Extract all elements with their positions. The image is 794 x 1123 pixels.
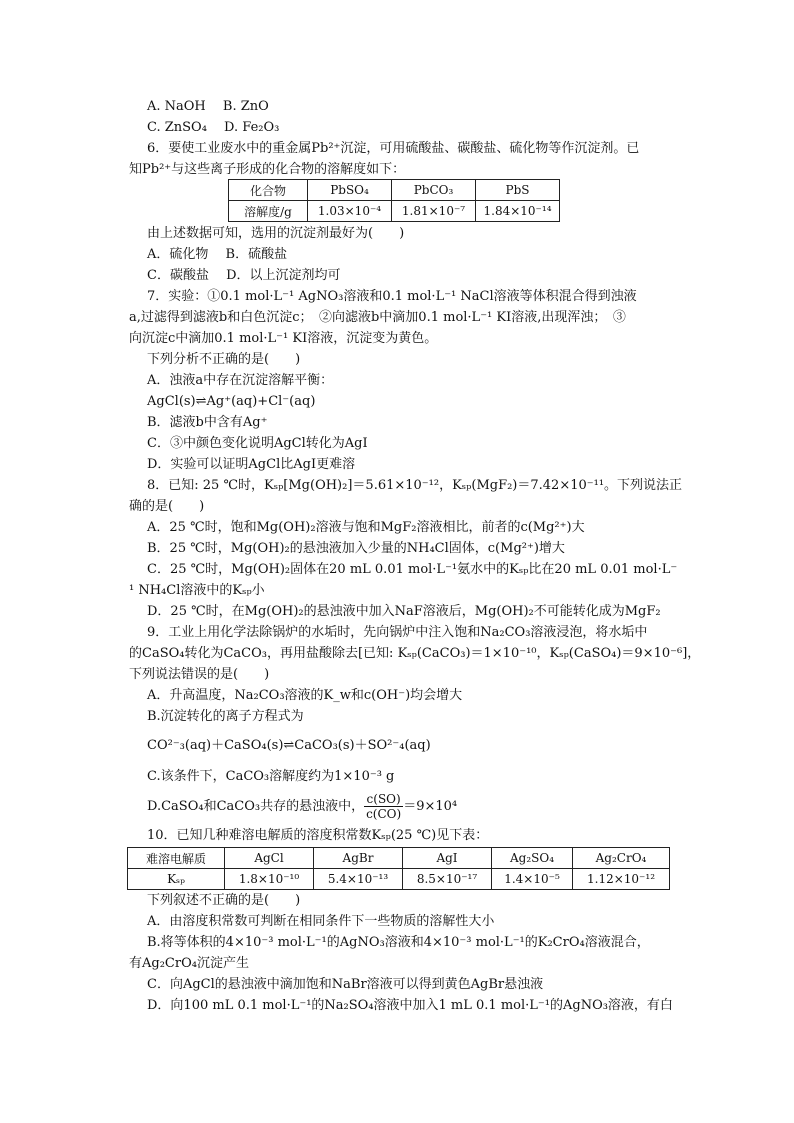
table-cell: 1.8×10⁻¹⁰ — [225, 869, 314, 890]
concentration-fraction — [364, 792, 403, 821]
q8-option-b: B．25 ℃时，Mg(OH)₂的悬浊液加入少量的NH₄Cl固体，c(Mg²⁺)增大 — [147, 541, 565, 556]
table-cell: 1.12×10⁻¹² — [573, 869, 670, 890]
q10-option-a: A．由溶度积常数可判断在相同条件下一些物质的溶解性大小 — [147, 914, 495, 929]
q7-option-a: A．浊液a中存在沉淀溶解平衡： — [147, 373, 334, 388]
q6-options-ab: A．硫化物 B．硫酸盐 — [147, 247, 288, 262]
q8-stem-line1: 8．已知: 25 ℃时，Kₛₚ[Mg(OH)₂]＝5.61×10⁻¹²，Kₛₚ(MgF₂)＝7.42×10⁻¹¹。下列说法正 — [147, 478, 683, 493]
q9-question: 下列说法错误的是( ) — [129, 667, 270, 682]
table-cell: 溶解度/g — [229, 201, 308, 222]
q7-option-c: C．③中颜色变化说明AgCl转化为AgI — [147, 436, 368, 451]
q7-question: 下列分析不正确的是( ) — [147, 352, 301, 367]
table-cell: 难溶电解质 — [128, 848, 225, 869]
q9-option-c: C.该条件下，CaCO₃溶解度约为1×10⁻³ g — [147, 769, 395, 784]
q8-stem-line2: 确的是( ) — [129, 499, 205, 514]
q9-option-d-text: D.CaSO₄和CaCO₃共存的悬浊液中， — [147, 799, 365, 814]
q8-option-d: D．25 ℃时，在Mg(OH)₂的悬浊液中加入NaF溶液后，Mg(OH)₂不可能转化成为MgF₂ — [147, 604, 661, 619]
q9-stem-line2: 的CaSO₄转化为CaCO₃，再用盐酸除去[已知: Kₛₚ(CaCO₃)＝1×10⁻¹⁰，Kₛₚ(CaSO₄)＝9×10⁻⁶]， — [129, 646, 701, 661]
table-cell: Ag₂SO₄ — [492, 848, 573, 869]
q5-options-cd: C. ZnSO₄ D. Fe₂O₃ — [147, 120, 280, 135]
q8-option-c-line1: C．25 ℃时，Mg(OH)₂固体在20 mL 0.01 mol·L⁻¹氨水中的Kₛₚ比在20 mL 0.01 mol·L⁻ — [147, 562, 678, 577]
q9-option-b-equation: CO²⁻₃(aq)＋CaSO₄(s)⇌CaCO₃(s)＋SO²⁻₄(aq) — [147, 738, 431, 753]
q8-option-c-line2: ¹ NH₄Cl溶液中的Kₛₚ小 — [129, 583, 265, 598]
table-row — [128, 869, 670, 890]
table-cell: 化合物 — [229, 180, 308, 201]
q9-option-b: B.沉淀转化的离子方程式为 — [147, 709, 304, 724]
fraction-denominator: c(CO) — [366, 807, 402, 821]
q9-option-a: A．升高温度，Na₂CO₃溶液的K_w和c(OH⁻)均会增大 — [147, 688, 463, 703]
table-cell: PbSO₄ — [308, 180, 392, 201]
q7-option-d: D．实验可以证明AgCl比AgI更难溶 — [147, 457, 356, 472]
q10-stem: 10．已知几种难溶电解质的溶度积常数Kₛₚ(25 ℃)见下表： — [147, 828, 489, 843]
table-cell: Kₛₚ — [128, 869, 225, 890]
q8-option-a: A．25 ℃时，饱和Mg(OH)₂溶液与饱和MgF₂溶液相比，前者的c(Mg²⁺)大 — [147, 520, 585, 535]
table-cell: 1.03×10⁻⁴ — [308, 201, 392, 222]
q7-stem-line1: 7．实验：①0.1 mol·L⁻¹ AgNO₃溶液和0.1 mol·L⁻¹ NaCl溶液等体积混合得到浊液 — [147, 289, 637, 304]
table-row — [229, 180, 560, 201]
q7-option-a-equation: AgCl(s)⇌Ag⁺(aq)+Cl⁻(aq) — [147, 394, 316, 409]
q9-option-d-result: ＝9×10⁴ — [403, 799, 458, 814]
table-cell: AgBr — [314, 848, 403, 869]
table-cell: AgCl — [225, 848, 314, 869]
table-cell: AgI — [403, 848, 492, 869]
q10-option-d: D．向100 mL 0.1 mol·L⁻¹的Na₂SO₄溶液中加入1 mL 0.1 mol·L⁻¹的AgNO₃溶液，有白 — [147, 998, 673, 1013]
q9-option-d — [147, 790, 457, 824]
table-row — [128, 848, 670, 869]
table-cell: 1.81×10⁻⁷ — [392, 201, 476, 222]
q10-option-b-line1: B.将等体积的4×10⁻³ mol·L⁻¹的AgNO₃溶液和4×10⁻³ mol·L⁻¹的K₂CrO₄溶液混合， — [147, 935, 650, 950]
q6-options-cd: C．碳酸盐 D．以上沉淀剂均可 — [147, 268, 341, 283]
table-cell: Ag₂CrO₄ — [573, 848, 670, 869]
ksp-table — [127, 847, 670, 890]
q9-stem-line1: 9．工业上用化学法除锅炉的水垢时，先向锅炉中注入饱和Na₂CO₃溶液浸泡，将水垢中 — [147, 625, 648, 640]
q7-stem-line3: 向沉淀c中滴加0.1 mol·L⁻¹ KI溶液，沉淀变为黄色。 — [129, 331, 438, 346]
table-cell: 1.4×10⁻⁵ — [492, 869, 573, 890]
q6-stem-line2: 知Pb²⁺与这些离子形成的化合物的溶解度如下： — [129, 162, 406, 177]
q10-question: 下列叙述不正确的是( ) — [147, 893, 301, 908]
fraction-numerator: c(SO) — [364, 792, 403, 807]
q10-option-c: C．向AgCl的悬浊液中滴加饱和NaBr溶液可以得到黄色AgBr悬浊液 — [147, 977, 544, 992]
q10-option-b-line2: 有Ag₂CrO₄沉淀产生 — [129, 956, 249, 971]
table-cell: PbCO₃ — [392, 180, 476, 201]
solubility-table — [228, 179, 560, 222]
table-cell: 1.84×10⁻¹⁴ — [476, 201, 560, 222]
q7-option-b: B．滤液b中含有Ag⁺ — [147, 415, 268, 430]
table-cell: 8.5×10⁻¹⁷ — [403, 869, 492, 890]
q6-question: 由上述数据可知，选用的沉淀剂最好为( ) — [147, 226, 405, 241]
table-cell: PbS — [476, 180, 560, 201]
table-cell: 5.4×10⁻¹³ — [314, 869, 403, 890]
q5-options-ab: A. NaOH B. ZnO — [147, 99, 269, 114]
q6-stem-line1: 6．要使工业废水中的重金属Pb²⁺沉淀，可用硫酸盐、碳酸盐、硫化物等作沉淀剂。已 — [147, 141, 640, 156]
table-row — [229, 201, 560, 222]
q7-stem-line2: a,过滤得到滤液b和白色沉淀c； ②向滤液b中滴加0.1 mol·L⁻¹ KI溶液,出现浑浊； ③ — [129, 310, 626, 325]
